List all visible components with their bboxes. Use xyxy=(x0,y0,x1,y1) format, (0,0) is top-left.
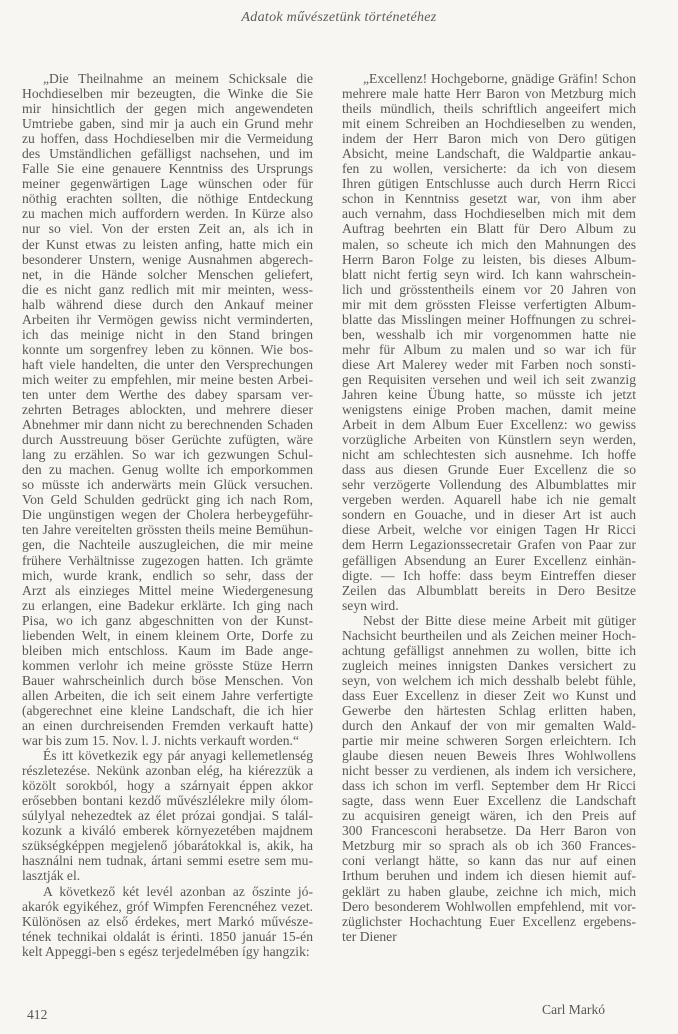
text-line: malen, so scheute ich mich den Mahnungen des xyxy=(342,236,636,252)
text-line: Pisa, wo ich ganz abgeschnitten von der Kunst- xyxy=(22,612,313,628)
text-line: mehrere male hatte Herr Baron von Metzburg mich xyxy=(342,86,636,102)
text-line: glaube diesen neuen Beweis Ihres Wohlwollens xyxy=(342,748,636,764)
left-column xyxy=(22,71,313,959)
text-line: ten unter dem Werthe des dabey sparsam ver- xyxy=(22,386,313,402)
text-line: zu erlangen, eine Badekur erklärte. Ich ging nach xyxy=(22,597,313,613)
text-line: seyn wird. xyxy=(342,597,399,613)
text-line: dem Herrn Legazionssecretair Grafen von Paar zur xyxy=(342,537,636,553)
text-line: der Kunst etwas zu leisten anfing, hatte mich ein xyxy=(22,236,313,252)
paragraph xyxy=(342,613,636,944)
text-line: nicht besser zu verdienen, als indem ich versichere, xyxy=(342,763,636,779)
text-line: lasztják el. xyxy=(22,868,81,884)
text-line: die es nicht ganz redlich mit mir meinten, wess- xyxy=(22,281,313,297)
text-line: digte. — Ich hoffe: dass beym Eintreffen dieser xyxy=(342,567,636,583)
text-line: kozunk a kiváló emberek környezetében majdnem xyxy=(22,823,313,839)
text-line: blatt nicht fertig seyn wird. Ich kann wahrschein- xyxy=(342,266,636,282)
text-line: sehr verzögerte Vollendung des Albumblattes mir xyxy=(342,477,636,493)
text-line: blatte das Misslingen meiner Hoffnungen zu schrei- xyxy=(342,311,636,327)
text-line: közölt sorokból, hogy a szárnyait éppen akkor xyxy=(22,778,313,794)
paragraph xyxy=(22,884,313,959)
text-line: bleiben mich entschloss. Kaum im Bade ange- xyxy=(22,642,313,658)
text-line: Metzburg mir so sprach als ob ich 360 Frances- xyxy=(342,838,636,854)
text-line: kommen verlohr ich meine grösste Stüze Herrn xyxy=(22,657,313,673)
text-line: coni verlangt hätte, so kann das nur auf einen xyxy=(342,853,636,869)
text-line: wenigstens einige Proben machen, damit meine xyxy=(342,402,636,418)
text-line: meiner gegenwärtigen Lage wünschen oder für xyxy=(22,176,313,192)
text-line: seyn, von welchem ich mich desshalb belebt fühle, xyxy=(342,672,636,688)
text-line: 300 Francesconi herabsetze. Da Herr Baron von xyxy=(342,823,636,839)
text-line: allen Arbeiten, die ich seit einem Jahre verfertigte xyxy=(22,687,313,703)
text-line: nur so viel. Von der ersten Zeit an, als ich in xyxy=(22,221,313,237)
text-line: mich, wurde krank, endlich so sehr, dass der xyxy=(22,567,313,583)
text-line: Herrn Baron Folge zu leisten, bis dieses Album- xyxy=(342,251,636,267)
text-line: ich das meinige nicht in den Stand bringen xyxy=(22,326,313,342)
text-line: Falle Sie eine genauere Kenntniss des Ursprungs xyxy=(22,161,313,177)
text-line: Bauer wahrscheinlich durch böse Menschen. Von xyxy=(22,672,313,688)
text-line: schon in Kenntniss gesetzt war, von ihm aber xyxy=(342,191,636,207)
text-line: Nachsicht beurtheilen und als Zeichen meiner Hoch- xyxy=(342,627,636,643)
paragraph xyxy=(342,71,636,613)
text-line: Die ungünstigen wegen der Cholera herbeygeführ- xyxy=(22,507,313,523)
text-line: achtung gefälligst annehmen zu wollen, bitte ich xyxy=(342,642,636,658)
paragraph xyxy=(22,71,313,748)
text-line: A következő két levél azonban az őszinte jó- xyxy=(43,883,313,899)
text-line: ten Jahre vereitelten grössten theils meine Bemühun- xyxy=(22,522,313,538)
text-line: net, in die Hände solcher Menschen geliefert, xyxy=(22,266,313,282)
text-line: Absicht, meine Landschaft, die Waldpartie ankau- xyxy=(342,146,636,162)
text-line: züglichster Hochachtung Euer Excellenz ergebens- xyxy=(342,913,636,929)
text-line: mit einem Schreiben an Hochdieselben zu wenden, xyxy=(342,116,636,132)
text-line: Arzt als einzieges Mittel meine Wiedergenesung xyxy=(22,582,313,598)
text-line: kelt Appeggi-ben s egész terjedelmében így hangzik: xyxy=(22,943,310,959)
text-line: sondern en Gouache, und in dieser Art ist auch xyxy=(342,507,636,523)
text-line: részletezése. Nekünk azonban elég, ha kiérezzük a xyxy=(22,763,313,779)
text-line: ter Diener xyxy=(342,928,397,944)
text-line: an einen durchreisenden Fremden verkauft hatte) xyxy=(22,718,313,734)
text-line: Jahren keine Übung hatte, so müsste ich jetzt xyxy=(342,386,636,402)
text-line: lich und grösstentheils einem vor 20 Jahren von xyxy=(342,281,636,297)
text-line: ben, wesshalb ich mir vorgenommen hatte nie xyxy=(342,326,636,342)
text-line: tének technikai oldalát is érinti. 1850 január 15-én xyxy=(22,928,313,944)
text-line: „Excellenz! Hochgeborne, gnädige Gräfin! Schon xyxy=(363,71,636,86)
text-line: dass aus diesen Grunde Euer Excellenz die so xyxy=(342,462,636,478)
text-line: diese Arbeit, welche vor einigen Tagen Hr Ricci xyxy=(342,522,636,538)
text-line: besonderer Unstern, wenige Ausnahmen abgerech- xyxy=(22,251,313,267)
text-line: Umtriebe gaben, sind mir ja auch ein Grund mehr xyxy=(22,116,313,132)
text-line: vorzügliche Arbeiten von Künstlern seyn werden, xyxy=(342,432,636,448)
text-line: konnte um sorgenfrey leben zu können. Wie bos- xyxy=(22,341,313,357)
text-line: mich weiter zu empfehlen, mir meine besten Arbei- xyxy=(22,371,313,387)
text-line: mir hinsichtlich der gegen mich angewendeten xyxy=(22,101,313,117)
text-line: dass Euer Excellenz in dieser Zeit wo Kunst und xyxy=(342,687,636,703)
text-line: dass ich schon im verfl. September dem Hr Ricci xyxy=(342,778,636,794)
signature: Carl Markó xyxy=(542,1002,606,1017)
text-line: Különösen az első érdekes, mert Markó művésze- xyxy=(22,913,313,929)
text-line: Gewerbe den härtesten Schlag erlitten haben, xyxy=(342,702,636,718)
text-line: nicht am schlechtesten sich ausnehme. Ich hoffe xyxy=(342,447,636,463)
running-header: Adatok művészetünk történetéhez xyxy=(241,10,437,25)
text-line: zu machen mich auffordern werden. In Kürze also xyxy=(22,206,313,222)
text-line: war bis zum 15. Nov. l. J. nichts verkauft worden.“ xyxy=(22,733,299,749)
text-line: diese Art Malerey weder mit Farben noch sonsti- xyxy=(342,356,636,372)
text-line: használni nem tudnak, ártani semmi esetre sem mu- xyxy=(22,853,313,869)
text-line: theils mündlich, theils schriftlich angeeifert mich xyxy=(342,101,636,117)
text-line: Nebst der Bitte diese meine Arbeit mit gütiger xyxy=(363,612,636,628)
text-line: zu hoffen, dass Hochdieselben mir die Vermeidung xyxy=(22,131,313,147)
text-line: frühere Verhältnisse zugezogen hatten. Ich grämte xyxy=(22,552,313,568)
text-line: lang zu erzählen. So war ich gezwungen Schul- xyxy=(22,447,313,463)
text-line: zehrten Betrages ablockten, und mehrere dieser xyxy=(22,402,313,418)
text-line: halb während diese durch den Ankauf meiner xyxy=(22,296,313,312)
text-line: Hochdieselben mir bezeugten, die Winke die Sie xyxy=(22,86,313,102)
page-number: 412 xyxy=(27,1007,48,1022)
text-line: des Umständlichen gefälligst nachsehen, und im xyxy=(22,146,313,162)
text-line: Auftrag beehrten ein Blatt für Dero Album zu xyxy=(342,221,636,237)
text-line: súlylyal nehezedtek az élet prózai gondjai. S talál- xyxy=(22,808,313,824)
text-line: Dero besonderem Wohlwollen empfehlend, mit vor- xyxy=(342,898,636,914)
text-line: szükségképpen megjelenő jóbarátokkal is, akik, ha xyxy=(22,838,313,854)
text-line: Irthum beruhen und indem ich diesen hiemit auf- xyxy=(342,868,636,884)
text-line: sagte, dass wenn Euer Excellenz die Landschaft xyxy=(342,793,636,809)
text-line: gen, die Nachteile auszugleichen, die mir meine xyxy=(22,537,313,553)
text-line: den zu machen. Genug wollte ich emporkommen xyxy=(22,462,313,478)
text-line: Arbeiten ihr Vermögen gewiss nicht verminderten, xyxy=(22,311,313,327)
text-line: gefälligen Absendung an Eurer Excellenz einhän- xyxy=(342,552,636,568)
text-line: liebenden Welt, in einem kleinem Orte, Dorfe zu xyxy=(22,627,313,643)
text-line: Von Geld Schulden gedrückt ging ich nach Rom, xyxy=(22,492,313,508)
text-line: geklärt zu haben glaube, zeichne ich mich, mich xyxy=(342,883,636,899)
text-line: so müsste ich anderwärts mein Glück versuchen. xyxy=(22,477,313,493)
text-line: „Die Theilnahme an meinem Schicksale die xyxy=(43,71,313,86)
text-line: gen Requisiten versehen und weil ich seit zwanzig xyxy=(342,371,636,387)
text-line: Ihren gütigen Entschlusse auch durch Herrn Ricci xyxy=(342,176,636,192)
text-line: fen zu wollen, versicherte: da ich von diesem xyxy=(342,161,636,177)
text-line: Arbeit in dem Album Euer Excellenz: wo gewiss xyxy=(342,417,636,433)
text-line: Zeilen das Albumblatt bereits in Dero Besitze xyxy=(342,582,636,598)
text-line: Abnehmer mir dann nicht zu berechnenden Schaden xyxy=(22,417,313,433)
text-line: durch den Ankauf der von mir gemalten Wald- xyxy=(342,718,636,734)
text-line: zu acquisiren geneigt wären, ich den Preis auf xyxy=(342,808,636,824)
paragraph xyxy=(22,748,313,883)
text-line: És itt következik egy pár anyagi kellemetlenség xyxy=(43,748,313,764)
text-line: durch Ausstreuung böser Gerüchte zufügten, wäre xyxy=(22,432,313,448)
text-line: indem der Herr Baron mich von Dero gütigen xyxy=(342,131,636,147)
text-line: partie mir meine schweren Sorgen erleichtern. Ich xyxy=(342,733,636,749)
right-column xyxy=(342,71,636,944)
text-line: mehr für Album zu malen und so war ich für xyxy=(342,341,636,357)
text-line: (abgerechnet eine kleine Landschaft, die ich hier xyxy=(22,702,313,718)
text-line: nöthig erachten sollten, die nöthige Entdeckung xyxy=(22,191,313,207)
text-line: akarók egyikéhez, gróf Wimpfen Ferencnéhez vezet. xyxy=(22,898,313,914)
text-line: zugleich meines innigsten Dankes versichert zu xyxy=(342,657,636,673)
text-line: mir mit dem grössten Fleisse verfertigten Album- xyxy=(342,296,636,312)
text-line: haft viele handelten, die unter den Versprechungen xyxy=(22,356,313,372)
text-line: auch vernahm, dass Hochdieselben mich mit dem xyxy=(342,206,636,222)
text-line: vergeben werden. Aquarell habe ich nie gemalt xyxy=(342,492,636,508)
text-line: erősebben bontani kezdő művészlélekre mily ólom- xyxy=(22,793,313,809)
